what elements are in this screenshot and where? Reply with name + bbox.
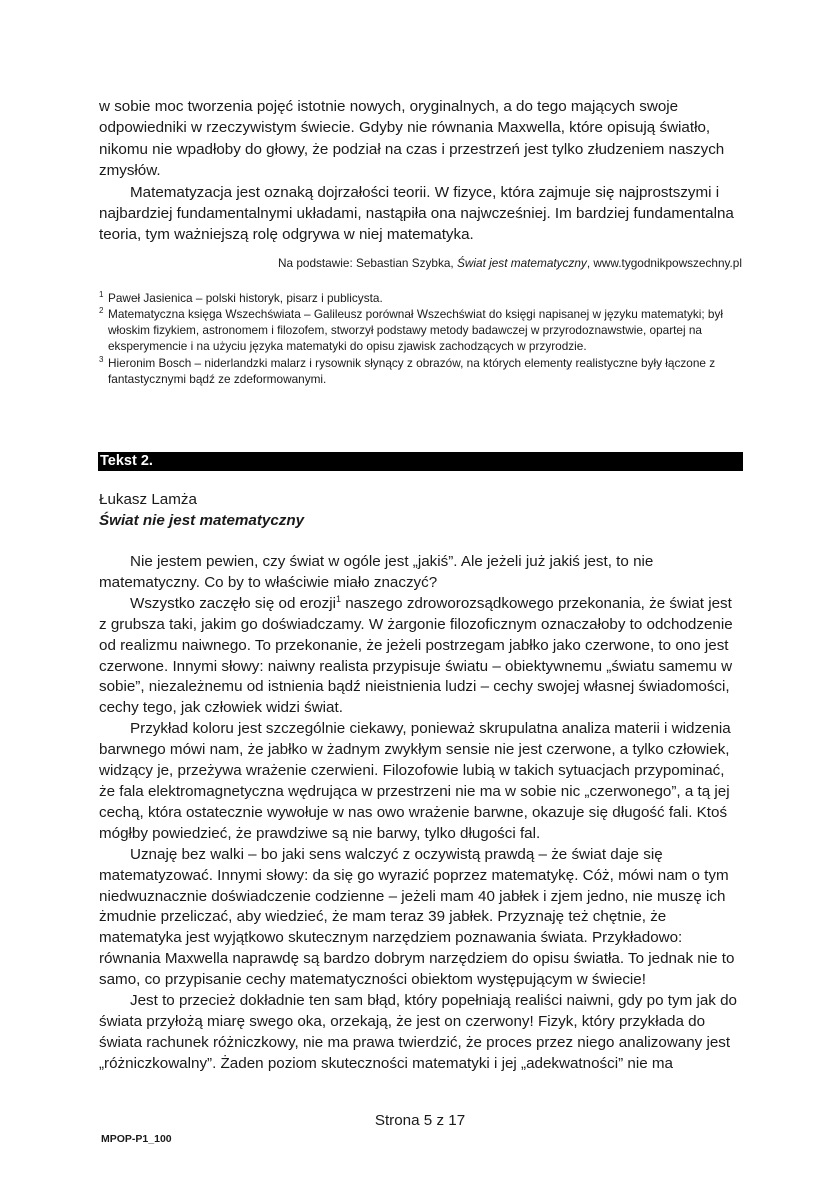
footnotes — [99, 290, 742, 387]
text2-paragraph-1: Nie jestem pewien, czy świat w ogóle jest „jakiś”. Ale jeżeli już jakiś jest, to nie matematyczny. Co by to właściwie miało znaczyć? — [99, 553, 654, 591]
source-citation — [99, 255, 742, 271]
paragraph-text-rest: naszego zdroworozsądkowego przekonania, że świat jest z grubsza taki, jakim go doświadczamy. W żargonie filozoficznym oznaczałoby to odchodzenie od realizmu naiwnego. To przekonanie, że jeżeli postrzegam jabłko jako czerwone, to ono jest czerwone. Innymi słowy: naiwny realista przypisuje światu – obiektywnemu „światu samemu w sobie”, niezależnemu od istnienia bądź nieistnienia ludzi – cechy swojej własnej świadomości, cechy tego, jak człowiek widzi świat. — [99, 594, 733, 717]
footnote-1 — [99, 290, 742, 306]
text2-paragraph-4: Uznaję bez walki – bo jaki sens walczyć z oczywistą prawdą – że świat daje się matematyzować. Innymi słowy: da się go wyrazić poprzez matematykę. Cóż, mówi nam o tym niedwuznacznie doświadczenie codzienne – jeżeli mam 40 jabłek i zjem jedno, nie muszę ich żmudnie przeliczać, aby wiedzieć, że mam teraz 39 jabłek. Przyznaję też chętnie, że matematyka jest wyjątkowo skutecznym narzędziem poznawania świata. Przykładowo: równania Maxwella naprawdę są bardzo dobrym narzędziem do opisu światła. To jednak nie to samo, co przypisanie cechy matematyczności obiektom występującym w świecie! — [99, 845, 735, 989]
text2-paragraph-3: Przykład koloru jest szczególnie ciekawy, ponieważ skrupulatna analiza materii i widzenia barwnego mówi nam, że jabłko w żadnym zwykłym sensie nie jest czerwone, a tylko człowiek, widzący je, przeżywa wrażenie czerwieni. Filozofowie lubią w takich sytuacjach przypominać, że fala elektromagnetyczna wędrująca w przestrzeni nie ma w sobie nic „czerwonego”, a tą jej cechą, która ostatecznie wywołuje w nas owo wrażenie barwne, okazuje się długość fali. Ktoś mógłby powiedzieć, że prawdziwe są nie barwy, tylko długości fal. — [99, 720, 731, 842]
article-title: Świat nie jest matematyczny — [99, 512, 305, 529]
footnote-3 — [99, 355, 742, 387]
paragraph-text-start: Wszystko zaczęło się od erozji — [130, 594, 336, 612]
exam-code: MPOP-P1_100 — [101, 1133, 172, 1145]
text1-paragraph-2: Matematyzacja jest oznaką dojrzałości teorii. W fizyce, która zajmuje się najprostszymi i najbardziej fundamentalnymi układami, nastąpiła ona najwcześniej. Im bardziej fundamentalna teoria, tym ważniejszą rolę odgrywa w niej matematyka. — [99, 183, 734, 244]
section-header-bar: Tekst 2. — [98, 452, 743, 471]
text1-continuation — [99, 96, 742, 387]
footnote-ref: 1 — [335, 593, 341, 604]
footnote-text: Hieronim Bosch – niderlandzki malarz i rysownik słynący z obrazów, na których elementy realistyczne były łączone z fantastycznymi bądź ze zdeformowanymi. — [108, 355, 716, 386]
footnote-2 — [99, 306, 742, 355]
text2-paragraph-2 — [99, 594, 742, 719]
footnote-text: Matematyczna księga Wszechświata – Galileusz porównał Wszechświat do księgi napisanej w języku matematyki; był włoskim fizykiem, astronomem i filozofem, stworzył podstawy metody badawczej w przyrodoznawstwie, opartej na eksperymencie i na użyciu języka matematyki do opisu zjawisk zachodzących w przyrodzie. — [108, 307, 723, 354]
text2-paragraph-5: Jest to przecież dokładnie ten sam błąd, który popełniają realiści naiwni, gdy po tym jak do świata przyłożą miarę swego oka, orzekają, że jest on czerwony! Fizyk, który przykłada do świata rachunek różniczkowy, nie ma prawa twierdzić, że proces przez niego analizowany jest „różniczkowalny”. Żaden poziom skuteczności matematyki i jej „adekwatności” nie ma — [99, 992, 737, 1072]
source-title: Świat jest matematyczny — [457, 255, 587, 270]
footnote-number: 2 — [99, 306, 104, 316]
author-name: Łukasz Lamża — [99, 491, 197, 508]
footnote-number: 1 — [99, 289, 104, 299]
footnote-number: 3 — [99, 354, 104, 364]
text2-body — [99, 489, 742, 1075]
page-number: Strona 5 z 17 — [374, 1112, 466, 1129]
text1-paragraph-1: w sobie moc tworzenia pojęć istotnie nowych, oryginalnych, a do tego mających swoje odpowiedniki w rzeczywistym świecie. Gdyby nie równania Maxwella, które opisują światło, nikomu nie wpadłoby do głowy, że podział na czas i przestrzeń jest tylko złudzeniem naszych zmysłów. — [99, 98, 725, 180]
footnote-text: Paweł Jasienica – polski historyk, pisarz i publicysta. — [108, 290, 383, 305]
source-suffix: , www.tygodnikpowszechny.pl — [586, 255, 742, 270]
source-prefix: Na podstawie: Sebastian Szybka, — [277, 255, 457, 270]
